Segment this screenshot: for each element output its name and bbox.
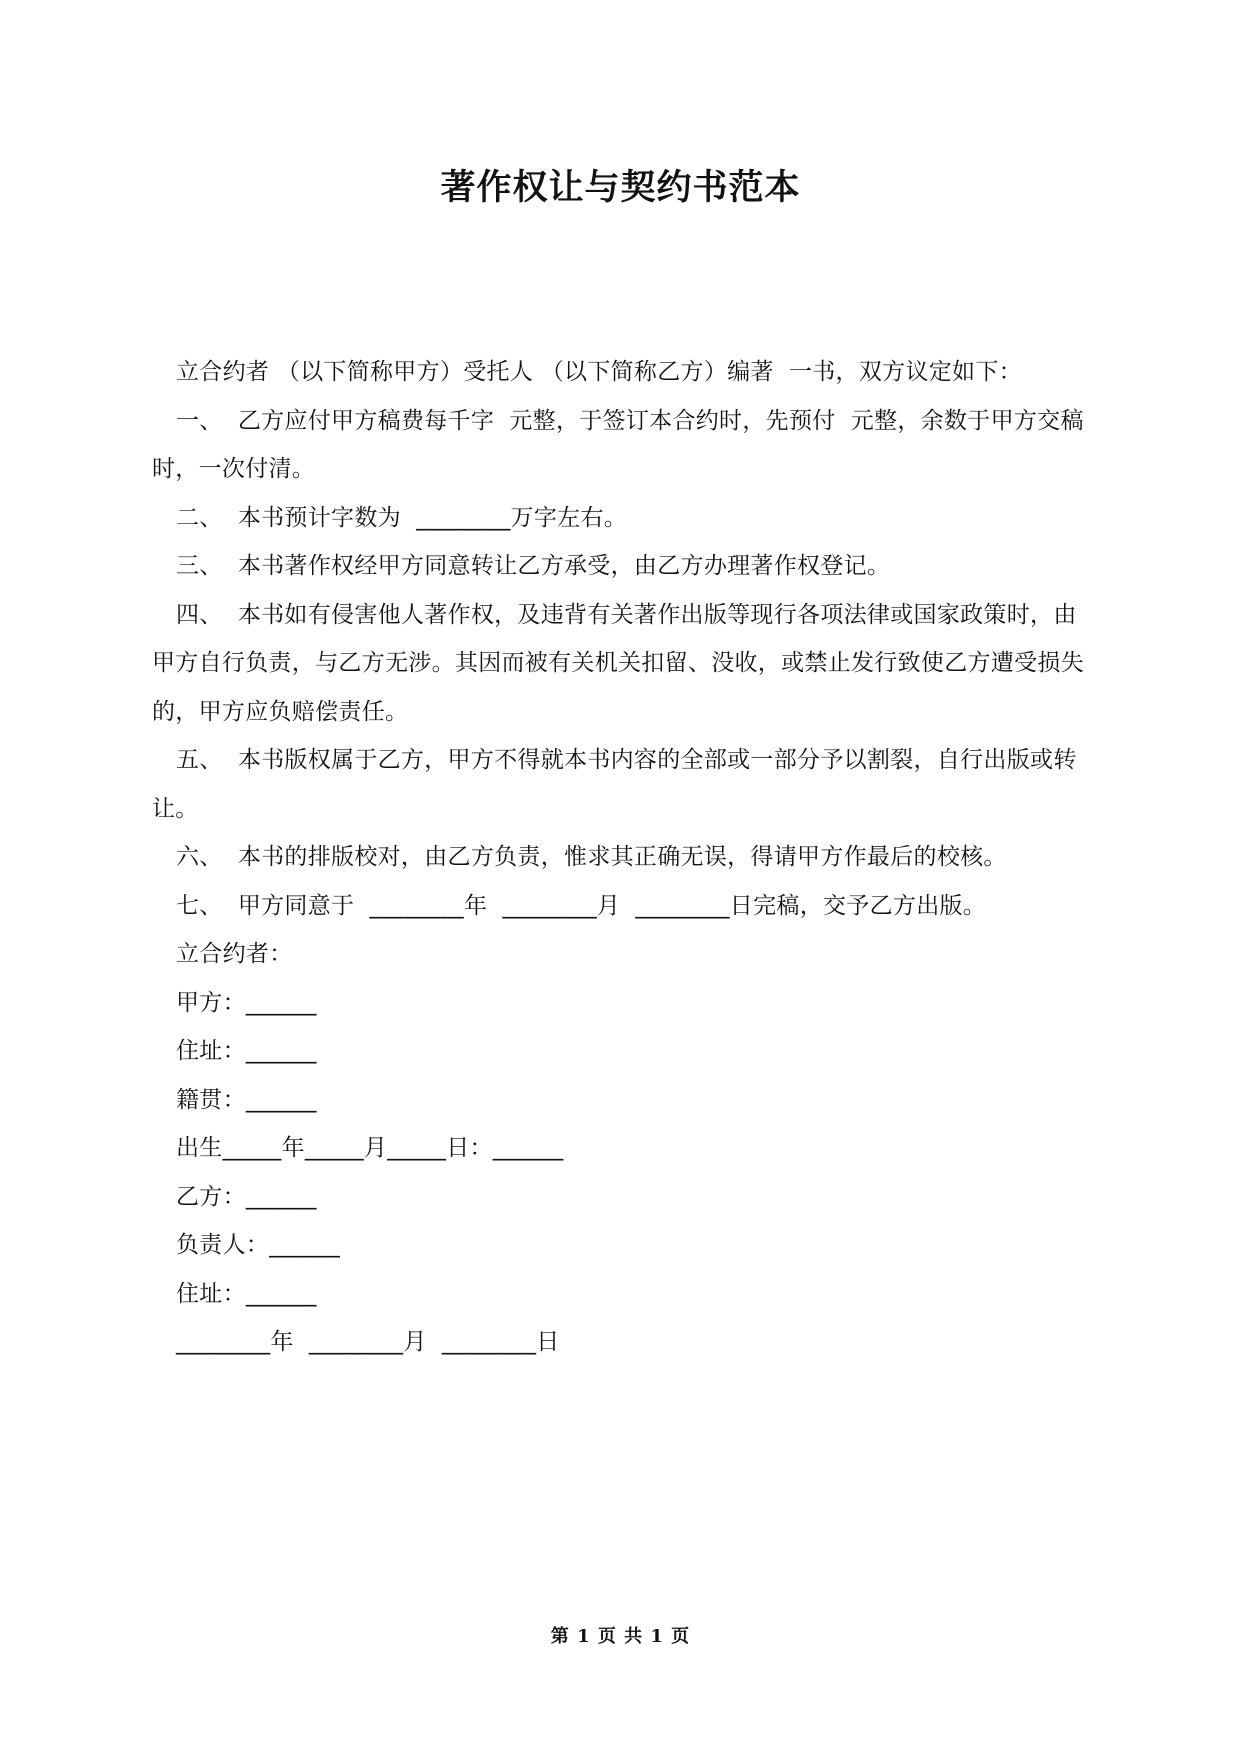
- page-footer: 第 1 页 共 1 页: [550, 1626, 691, 1647]
- document-title: 著作权让与契约书范本: [440, 168, 801, 208]
- party-a-field: 甲方：______: [176, 989, 317, 1016]
- signatories-heading: 立合约者：: [176, 941, 293, 967]
- intro-paragraph: 立合约者 （以下简称甲方）受托人 （以下简称乙方）编著 一书，双方议定如下：: [176, 359, 1022, 385]
- clause-2: 二、 本书预计字数为 ________万字左右。: [176, 504, 628, 531]
- party-b-field: 乙方：______: [176, 1183, 317, 1210]
- party-b-address-field: 住址：______: [176, 1280, 317, 1307]
- clause-4: 四、 本书如有侵害他人著作权，及违背有关著作出版等现行各项法律或国家政策时，由甲方自行负责，与乙方无涉。其因而被有关机关扣留、没收，或禁止发行致使乙方遭受损失的，甲方应负赔偿责任。: [152, 601, 1084, 725]
- clause-6: 六、 本书的排版校对，由乙方负责，惟求其正确无误，得请甲方作最后的校核。: [176, 844, 1007, 870]
- clause-7: 七、 甲方同意于 ________年 ________月 ________日完稿，交予乙方出版。: [176, 892, 987, 919]
- clause-3: 三、 本书著作权经甲方同意转让乙方承受，由乙方办理著作权登记。: [176, 553, 891, 579]
- signing-date-field: ________年 ________月 ________日: [176, 1329, 560, 1355]
- party-a-origin-field: 籍贯：______: [176, 1086, 317, 1113]
- party-a-address-field: 住址：______: [176, 1038, 317, 1064]
- clause-1: 一、 乙方应付甲方稿费每千字 元整，于签订本合约时，先预付 元整，余数于甲方交稿时，一次付清。: [152, 407, 1084, 482]
- party-b-representative-field: 负责人：______: [176, 1232, 340, 1258]
- party-a-birth-field: 出生_____年_____月_____日：______: [176, 1135, 564, 1161]
- clause-5: 五、 本书版权属于乙方，甲方不得就本书内容的全部或一部分予以割裂，自行出版或转让。: [152, 747, 1077, 822]
- document-body: [152, 348, 1092, 1367]
